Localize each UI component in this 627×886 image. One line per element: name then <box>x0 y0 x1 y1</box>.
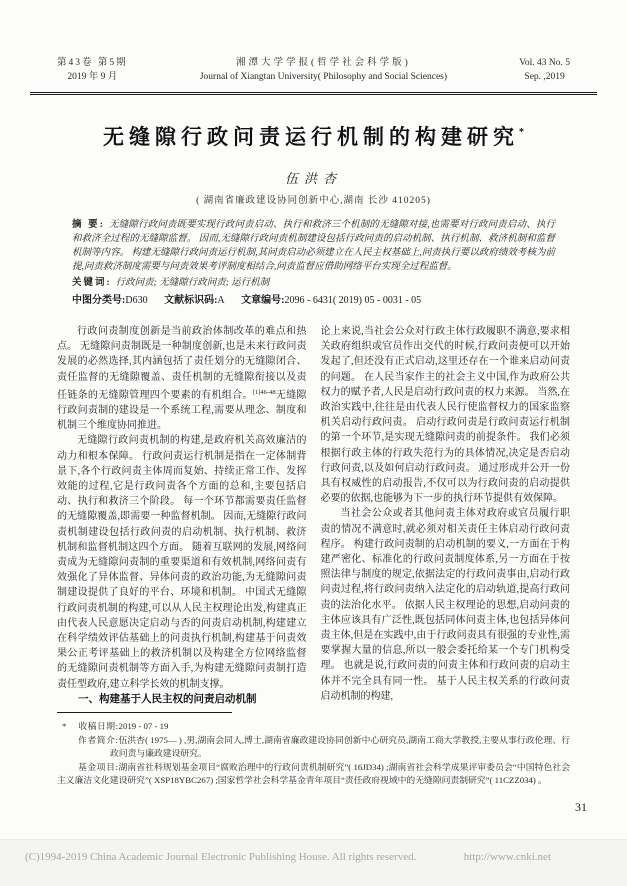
funding-label: 基金项目: <box>78 761 119 772</box>
footnote-funding <box>57 761 570 788</box>
body-columns <box>57 324 570 706</box>
author-affiliation: ( 湖南省廉政建设协同创新中心,湖南 长沙 410205) <box>196 196 431 206</box>
citation-superscript: [1]46-48 <box>252 388 276 396</box>
header-volume-block <box>519 56 570 84</box>
section-heading-1: 一、构建基于人民主权的问责启动机制 <box>78 693 257 705</box>
page-number: 31 <box>575 800 587 814</box>
header-journal-block <box>200 56 447 84</box>
copyright-bar <box>0 839 627 886</box>
clc-label: 中图分类号: <box>72 295 126 306</box>
issue-date-en: Sep. ,2019 <box>524 72 565 82</box>
journal-name-cn: 湘潭大学学报(哲学社会科学版) <box>236 58 411 68</box>
footnote-star-mark: * <box>62 721 67 731</box>
article-no-label: 文章编号: <box>241 295 285 306</box>
right-column <box>321 324 571 706</box>
keywords-block <box>72 276 555 290</box>
title-footnote-mark: * <box>519 127 524 138</box>
doc-code-label: 文献标识码: <box>164 295 218 306</box>
cnki-url: http://www.cnki.net <box>463 851 551 863</box>
keywords-label: 关键词: <box>72 278 112 288</box>
paragraph-3-continuation: 论上来说,当社会公众对行政主体行政履职不满意,要求相关政府组织或官员作出交代的时候,行政问责便可以开始发起了,但还没有正式启动,这里还存在一个谁来启动问责的问题。 在人民当家作主的社会主义中国,作为政府公共权力的赋予者,人民是启动行政问责的权力来源。 当然,在政治实践中,往往是由代表人民行使监督权力的国家监察机关启动行政问责。 启动行政问责是行政问责运行机制的第一个环节,是实现无缝隙问责的前提条件。 我们必须根据行政主体的行政失范行为的具体情况,决定是否启动行政问责,以及如何启动行政问责。 通过形成并公开一份具有权威性的启动报告,不仅可以为行政问责的启动提供必要的依据,也能够为下一步的执行环节提供有效保障。 <box>320 326 570 505</box>
abstract-label: 摘 要: <box>72 220 105 230</box>
journal-name-en: Journal of Xiangtan University( Philosophy and Social Sciences) <box>199 72 448 82</box>
paragraph-1 <box>57 324 307 433</box>
volume-issue-en: Vol. 43 No. 5 <box>519 58 570 68</box>
footnote-divider <box>57 712 232 713</box>
volume-issue-cn: 第43卷 第5期 <box>57 58 128 68</box>
received-date-label: 收稿日期: <box>78 721 119 731</box>
footnote-author-bio <box>57 734 570 761</box>
paragraph-4: 当社会公众或者其他问责主体对政府或官员履行职责的情况不满意时,就必须对相关责任主体启动行政问责程序。 构建行政问责制的启动机制的要义,一方面在于构建严密化、标准化的行政问责制度体系,另一方面在于按照法律与制度的规定,依据法定的行政问责事由,启动行政问责过程,将行政问责纳入法定化的启动轨道,提高行政问责的法治化水平。 依据人民主权理论的思想,启动问责的主体应该具有广泛性,既包括同体问责主体,也包括异体问责主体,但是在实践中,由于行政问责具有很强的专业性,需要掌握大量的信息,所以一般会委托给某一个专门机构受理。 也就是说,行政问责的问责主体和行政问责的启动主体并不完全具有同一性。 基于人民主权关系的行政问责启动机制的构建, <box>320 508 570 702</box>
journal-header <box>57 56 570 84</box>
paragraph-2: 无缝隙行政问责机制的构建,是政府机关高效廉洁的动力和根本保障。 行政问责运行机制是指在一定体制背景下,各个行政问责主体周而复始、持续正常工作、发挥效能的过程,它是行政问责各个方面的总和,主要包括启动、执行和救济三个阶段。 每一个环节都需要责任监督的无缝隙覆盖,即需要一种监督机制。 因而,无缝隙行政问责机制建设包括行政问责的启动机制、执行机制、救济机制和监督机制这四个方面。 随着互联网的发展,网络问责成为无缝隙问责制的重要渠道和有效机制,网络问责有效强化了异体监督、异体问责的政治功能,为无缝隙问责制建设提供了良好的平台、环境和机制。 中国式无缝隙行政问责机制的构建,可以从人民主权理论出发,构建真正由代表人民意愿决定启动与否的问责启动机制,构建建立在科学绩效评估基础上的问责执行机制,构建基于问责效果公正考评基础上的救济机制以及构建全方位网络监督的无缝隙问责机制等方面入手,为构建无缝隙问责制打造责任型政府,建立科学长效的机制支撑。 <box>57 435 307 690</box>
abstract-text: 无缝隙行政问责既要实现行政问责启动、执行和救济三个机制的无缝隙对接,也需要对行政问责启动、执行和救济全过程的无缝隙监督。 因而,无缝隙行政问责机制建设包括行政问责的启动机制、执行机制、救济机制和监督机制等内容。 构建无缝隙行政问责运行机制,其问责启动必须建立在人民主权基础上,问责执行要以政府绩效考核为前提,问责救济制度需要与问责效果考评制度相结合,问责监督应借助网络平台实现全过程监督。 <box>72 220 555 272</box>
doc-code-value: A <box>217 295 225 306</box>
author-bio-value: 伍洪杏( 1975— ) ,男,湖南会同人,博士,湖南省廉政建设协同创新中心研究员,湖南工商大学教授,主要从事行政伦理、行政问责与廉政建设研究。 <box>110 734 570 759</box>
keywords-text: 行政问责; 无缝隙行政问责; 运行机制 <box>115 278 270 288</box>
classification-line <box>72 294 555 308</box>
article-no-value: 2096 - 6431( 2019) 05 - 0031 - 05 <box>284 295 422 306</box>
footnote-block <box>57 712 570 788</box>
abstract-block <box>72 218 555 274</box>
footnote-received <box>57 720 570 734</box>
header-double-rule <box>30 92 597 95</box>
left-column <box>57 324 307 706</box>
funding-value: 湖南省社科规划基金项目“腐败治理中的行政问责机制研究”( 16JD34) ;湖南省社会科学成果评审委员会“中国特色社会主义廉洁文化建设研究”( XSP18YBC267) ;国家哲学社会科学基金青年项目“责任政府视域中的无缝隙问责制研究”( 11CZZ034) 。 <box>57 761 570 786</box>
author-name: 伍洪杏 <box>284 171 342 186</box>
received-date-value: 2019 - 07 - 19 <box>118 721 169 731</box>
copyright-text: (C)1994-2019 China Academic Journal Electronic Publishing House. All rights reserved. <box>25 851 417 863</box>
author-bio-label: 作者简介: <box>78 734 119 745</box>
paragraph-1-text: 行政问责制度创新是当前政治体制改革的难点和热点。 无缝隙问责制既是一种制度创新,也是未来行政问责发展的必然选择,其内涵包括了责任划分的无缝隙闭合、责任监督的无缝隙覆盖、责任机制的无缝隙衔接以及责任链条的无缝隙管理四个要素的有机组合。 <box>57 326 307 401</box>
issue-date-cn: 2019 年 9 月 <box>67 72 118 82</box>
article-title-text: 无缝隙行政问责运行机制的构建研究 <box>103 125 519 149</box>
header-issue-block <box>57 56 128 84</box>
paragraph-1-cont: 无缝隙行政问责制的建设是一个系统工程,需要从理念、制度和机制三个维度协同推进。 <box>57 389 307 432</box>
clc-value: D630 <box>125 295 148 306</box>
article-title <box>0 121 627 151</box>
